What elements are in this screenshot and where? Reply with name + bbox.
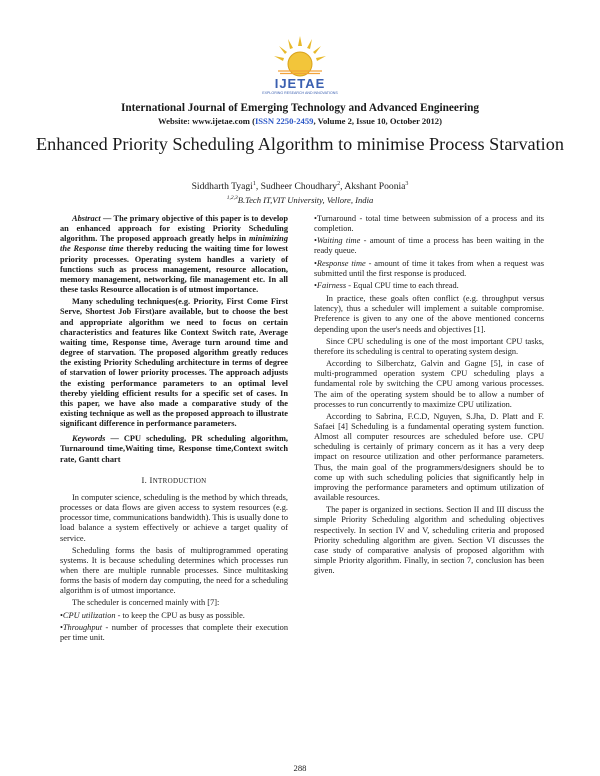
author-2: Sudheer Choudhary bbox=[260, 181, 338, 193]
abstract-label: Abstract bbox=[72, 214, 101, 223]
intro-paragraph-3: The scheduler is concerned mainly with [7]: bbox=[72, 598, 220, 608]
bullet-item: •Throughput - number of processes that complete their execution per time unit. bbox=[60, 622, 288, 642]
body-paragraph: The paper is organized in sections. Section II and III discuss the simple Priority Scheduling algorithm and scheduling objectives respectively. In section IV and V, scheduling criteria and proposed Priority scheduling algorithm are given. Section VI discusses the case study of comparative analysis of proposed algorithm with simple Priority algorithm. Finally, in section 7, conclusion has been given. bbox=[314, 505, 544, 576]
paper-title: Enhanced Priority Scheduling Algorithm to minimise Process Starvation bbox=[36, 134, 564, 154]
keywords-label: Keywords bbox=[72, 434, 106, 444]
website-prefix: Website: www.ijetae.com ( bbox=[158, 116, 255, 126]
section-heading-introduction: I. INTRODUCTION bbox=[141, 474, 207, 485]
body-paragraph: Since CPU scheduling is one of the most important CPU tasks, therefore its scheduling is central to operating system design. bbox=[314, 336, 544, 356]
logo-wordmark: IJETAE bbox=[274, 76, 326, 91]
issn-link[interactable]: ISSN 2250-2459 bbox=[254, 116, 314, 126]
author-3: Akshant Poonia bbox=[344, 181, 406, 193]
abstract-paragraph: Abstract — The primary objective of this paper is to develop an enhanced approach for existing Priority Scheduling algorithm. The proposed approach greatly helps in minimizing the Response time thereby reducing the waiting time for lowest priority processes. Operating system handles a variety of functions such as process management, resource allocation, memory management, networking, file management etc. In all these tasks Resource allocation is of utmost importance. bbox=[60, 214, 288, 295]
page-number: 288 bbox=[293, 763, 307, 773]
body-paragraph: According to Sabrina, F.C.D, Nguyen, S.Jha, D. Platt and F. Safaei [4] Scheduling is a fundamental operating system function. Almost all computer resources are scheduled before use. CPU scheduling is certainly of primary concern as it has a very deep impact on resource utilization and other performance parameters. Thus, the main goal of the programmers/designers should be to come up with such scheduling policies that significantly help in improving the performance parameters and optimum utilization of available resources. bbox=[314, 411, 544, 503]
keywords-paragraph: Keywords — CPU scheduling, PR scheduling algorithm, Turnaround time,Waiting time, Response time,Context switch rate, Gantt chart bbox=[60, 434, 288, 464]
bullet-item: •Turnaround - total time between submission of a process and its completion. bbox=[314, 214, 544, 234]
intro-paragraph-2: Scheduling forms the basis of multiprogrammed operating systems. It is because scheduling determines which processes run when there are multiple runnable processes. Since multitasking forms the basis of modern day computing, the need for a scheduling algorithm is of utmost importance. bbox=[60, 545, 288, 596]
journal-name: International Journal of Emerging Technology and Advanced Engineering bbox=[120, 102, 480, 114]
bullet-item: •Response time - amount of time it takes from when a request was submitted until the first response is produced. bbox=[314, 258, 544, 278]
author-line: Siddharth Tyagi$^1$, Sudheer Choudhary$^2$, Akshant Poonia$^3$ bbox=[191, 181, 409, 193]
journal-website-line bbox=[0, 116, 600, 126]
bullet-item: •Fairness - Equal CPU time to each thread. bbox=[314, 280, 459, 290]
author-1: Siddharth Tyagi bbox=[191, 181, 253, 193]
right-column bbox=[314, 214, 544, 578]
website-suffix: , Volume 2, Issue 10, October 2012) bbox=[313, 116, 442, 126]
bullet-item: •Waiting time - amount of time a process has been waiting in the ready queue. bbox=[314, 236, 545, 256]
body-paragraph: According to Silberchatz, Galvin and Gagne [5], in case of multi-programmed operation system CPU scheduling plays a fundamental role by switching the CPU among various processes. The aim of the operating system should be to allow a number of processes to run concurrently to maximize CPU utilization. bbox=[314, 359, 544, 409]
abstract-paragraph-2: Many scheduling techniques(e.g. Priority, First Come First Serve, Shortest Job First)are available, but to choose the best and appropriate algorithm we need to focus on certain characteristics and features like Context Switch rate, Average waiting time, Response time, Average turn around time and degree of starvation. The proposed algorithm greatly reduces the existing Priority Scheduling architecture in terms of degree of starvation of lower priority processes. The approach adjusts the existing performance parameters to an optimal level thereby yielding efficient results for a specific set of cases. In this paper, we have also made a comparative study of the existing technique as well as the proposed approach to illustrate significant difference in performance parameters. bbox=[60, 297, 288, 429]
left-column bbox=[60, 214, 288, 645]
affiliation: $^{1,2,3}$B.Tech IT,VIT University, Vellore, India bbox=[226, 195, 374, 205]
intro-paragraph-1: In computer science, scheduling is the method by which threads, processes or data flows are given access to system resources (e.g. processor time, communications bandwidth). This is usually done to load balance a system effectively or achieve a target quality of service. bbox=[60, 492, 288, 543]
bullet-item: •CPU utilization - to keep the CPU as busy as possible. bbox=[60, 610, 245, 620]
logo-tagline: EXPLORING RESEARCH AND INNOVATIONS bbox=[262, 91, 338, 95]
sun-icon bbox=[288, 52, 312, 76]
body-paragraph: In practice, these goals often conflict (e.g. throughput versus latency), thus a scheduler will implement a suitable compromise. Preference is given to any one of the above mentioned concerns depending upon the user's needs and objectives [1]. bbox=[314, 294, 544, 334]
